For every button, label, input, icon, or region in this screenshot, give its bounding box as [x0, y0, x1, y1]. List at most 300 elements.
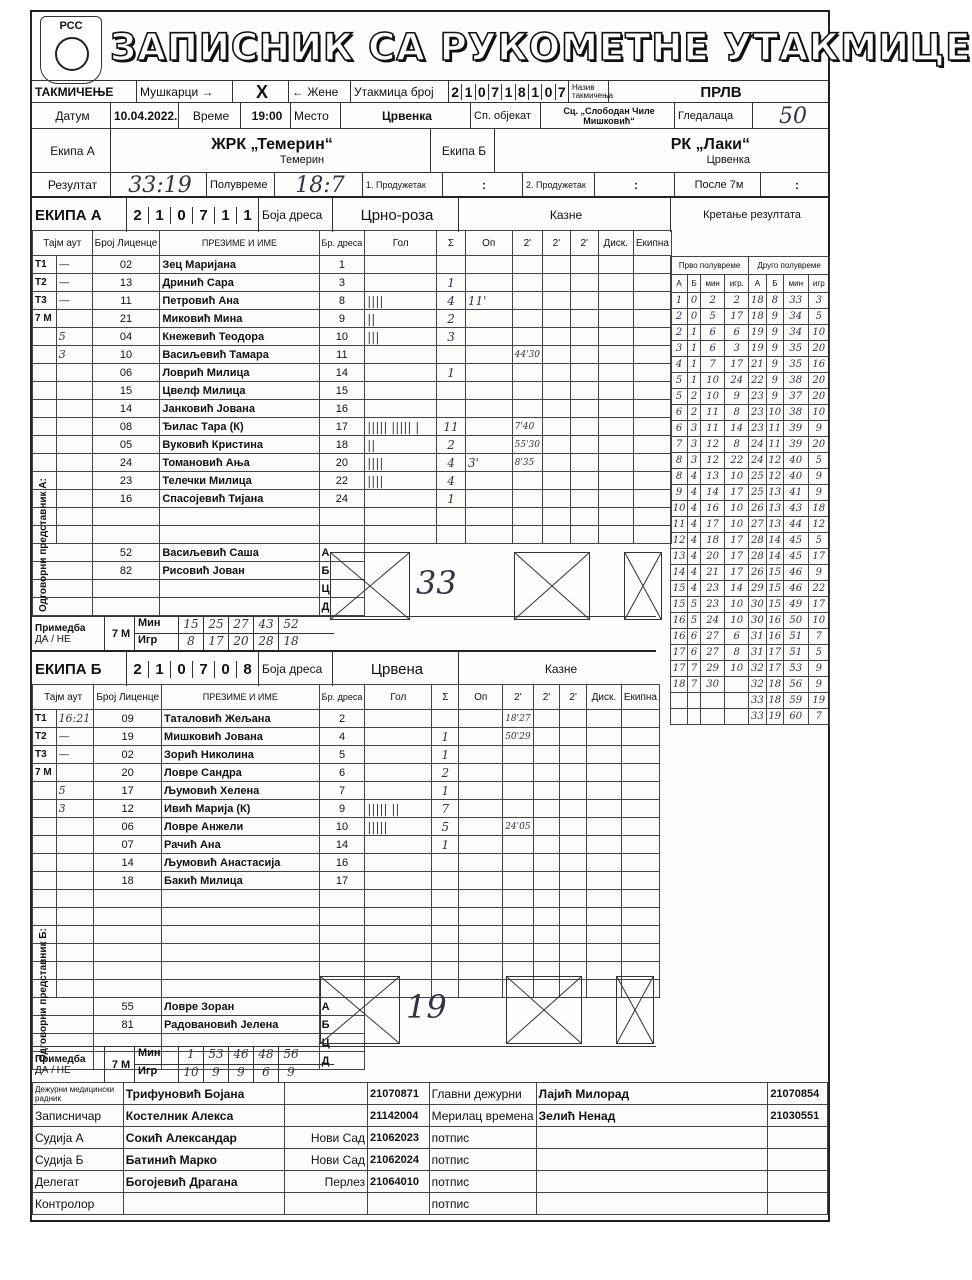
table-row: [33, 836, 660, 854]
progress-cell: 49: [784, 597, 809, 613]
player-penalty-1: 7'40: [512, 418, 542, 436]
progress-cell: 15: [766, 597, 783, 613]
progress-row: [671, 309, 830, 325]
player-goal-sum: 1: [432, 836, 459, 854]
player-penalty-1: [512, 256, 542, 274]
timeout-slot: [33, 436, 57, 454]
player-name: Ивић Марија (К): [162, 800, 320, 818]
official-name: Радовановић Јелена: [162, 1016, 320, 1034]
progress-cell: 20: [808, 373, 829, 389]
footer-role-name: [536, 1149, 768, 1171]
penalty-cell: [587, 782, 622, 800]
penalty-cell: [560, 890, 587, 908]
progress-cell: 4: [688, 549, 701, 565]
team-a-dress-label: Боја дреса: [258, 198, 332, 232]
timeout-slot: T3: [33, 292, 57, 310]
progress-cell: 40: [784, 469, 809, 485]
team-a-yes-no[interactable]: ДА / НЕ: [35, 634, 71, 645]
player-licence: 24: [92, 454, 160, 472]
penalty-cell: [543, 274, 571, 292]
penalty-cell: [587, 836, 622, 854]
team-b-yes-no[interactable]: ДА / НЕ: [35, 1065, 71, 1076]
table-row: [33, 818, 660, 836]
footer-licence: 21064010: [368, 1171, 430, 1193]
footer-licence: 21070871: [368, 1083, 430, 1105]
player-licence: 06: [94, 818, 162, 836]
player-name: Зорић Николина: [162, 746, 320, 764]
ot1-value: :: [442, 173, 522, 197]
player-goal-sum: [437, 346, 466, 364]
progress-row: [671, 357, 830, 373]
player-penalty-1: 24'05: [503, 818, 533, 836]
footer-label: Судија Б: [33, 1149, 124, 1171]
progress-row: [671, 645, 830, 661]
team-code-digit: 2: [133, 206, 142, 224]
team-code-digit: 1: [214, 207, 236, 224]
progress-cell: 10: [725, 469, 749, 485]
progress-cell: 10: [766, 405, 783, 421]
player-penalty-1: [512, 526, 542, 544]
progress-cell: 9: [766, 341, 783, 357]
after7-label: После 7м: [674, 173, 760, 197]
column-header: Бр. дреса: [319, 231, 365, 256]
penalty-cell: [570, 256, 598, 274]
timeout-value: [56, 872, 94, 890]
sevenm-min-value: 53: [203, 1047, 228, 1064]
footer-row: [33, 1149, 828, 1171]
player-goal-tally: [365, 382, 437, 400]
player-warning: [459, 836, 503, 854]
player-name: [160, 526, 319, 544]
player-warning: [459, 944, 503, 962]
player-goal-tally: [365, 890, 432, 908]
penalty-cell: [633, 418, 671, 436]
official-licence: 81: [94, 1016, 162, 1034]
penalty-cell: [560, 854, 587, 872]
player-penalty-1: 50'29: [503, 728, 533, 746]
timeout-value: [56, 980, 94, 998]
player-licence: 12: [94, 800, 162, 818]
progress-cell: 6: [701, 341, 725, 357]
sevenm-igr-label: Игр: [138, 1065, 158, 1077]
footer-role-name: [536, 1193, 768, 1215]
footer-role-licence: 21030551: [768, 1105, 828, 1127]
timeout-slot: [33, 854, 57, 872]
column-header: Екипна: [621, 685, 659, 710]
player-goal-tally: [365, 746, 432, 764]
penalty-cell: [587, 728, 622, 746]
penalty-cell: [587, 908, 622, 926]
progress-cell: 13: [671, 549, 688, 565]
penalty-cell: [560, 800, 587, 818]
men-option[interactable]: [136, 81, 232, 103]
footer-label: Делегат: [33, 1171, 124, 1193]
date-value: 10.04.2022.: [110, 103, 178, 129]
column-header: Гол: [365, 231, 437, 256]
timeout-slot: [33, 382, 57, 400]
penalty-cell: [543, 310, 571, 328]
timeout-slot: [33, 364, 57, 382]
penalty-cell: [633, 310, 671, 328]
official-role: Ц: [319, 1034, 365, 1052]
footer-role: Мерилац времена: [429, 1105, 536, 1127]
player-warning: [465, 328, 512, 346]
spectators-label: Гледалаца: [674, 103, 752, 129]
progress-cell: 5: [808, 309, 829, 325]
table-row: [33, 710, 660, 728]
progress-col: игр.: [725, 275, 749, 293]
player-goal-tally: [365, 710, 432, 728]
player-warning: [465, 256, 512, 274]
player-goal-tally: [365, 728, 432, 746]
result-row: [32, 172, 828, 197]
match-no-digit: 1: [461, 84, 474, 100]
official-licence: [92, 580, 160, 598]
sevenm-min-value: 56: [278, 1047, 303, 1064]
table-row: [33, 490, 672, 508]
penalty-cell: [570, 454, 598, 472]
progress-cell: 9: [766, 309, 783, 325]
penalty-cell: [533, 872, 560, 890]
timeout-value: 16:21: [56, 710, 94, 728]
player-licence: [92, 508, 160, 526]
player-licence: 18: [94, 872, 162, 890]
penalty-cell: [533, 728, 560, 746]
penalty-cell: [560, 728, 587, 746]
player-penalty-1: [512, 274, 542, 292]
penalty-cell: [598, 526, 633, 544]
player-licence: 16: [92, 490, 160, 508]
sevenm-min-row: [135, 617, 334, 634]
progress-cell: 25: [749, 469, 766, 485]
player-jersey: [319, 944, 365, 962]
progress-cell: 32: [749, 677, 766, 693]
progress-cell: 13: [701, 469, 725, 485]
progress-cell: [688, 693, 701, 709]
penalty-cell: [570, 292, 598, 310]
progress-cell: 44: [784, 517, 809, 533]
team-b-name: РК „Лаки“: [670, 136, 750, 153]
penalty-cell: [543, 400, 571, 418]
progress-cell: [725, 677, 749, 693]
player-goal-tally: [365, 926, 432, 944]
progress-cell: 3: [725, 341, 749, 357]
timeout-value: [56, 818, 94, 836]
progress-row: [671, 389, 830, 405]
team-code-digit: 0: [170, 661, 192, 678]
player-penalty-1: 8'35: [512, 454, 542, 472]
progress-cell: 24: [749, 437, 766, 453]
column-header: Диск.: [598, 231, 633, 256]
progress-cell: 39: [784, 421, 809, 437]
progress-cell: 2: [725, 293, 749, 309]
column-header: 2': [543, 231, 571, 256]
official-licence: [92, 598, 160, 616]
footer-role-name: Лајић Милорад: [536, 1083, 768, 1105]
progress-cell: 3: [688, 421, 701, 437]
progress-cell: 19: [749, 325, 766, 341]
player-licence: 11: [92, 292, 160, 310]
progress-cell: 14: [766, 533, 783, 549]
player-licence: 15: [92, 382, 160, 400]
player-name: Зец Маријана: [160, 256, 319, 274]
progress-cell: 17: [808, 597, 829, 613]
player-jersey: [319, 890, 365, 908]
progress-cell: 7: [808, 709, 829, 725]
timeout-slot: 7 M: [33, 764, 57, 782]
timeout-slot: T2: [33, 728, 57, 746]
player-penalty-1: [503, 926, 533, 944]
timeout-value: —: [56, 256, 92, 274]
progress-row: [671, 437, 830, 453]
player-name: [162, 890, 320, 908]
sevenm-min-value: 48: [253, 1047, 278, 1064]
team-code-digit: 0: [170, 207, 192, 224]
timeout-value: [56, 472, 92, 490]
player-goal-sum: [432, 710, 459, 728]
progress-cell: 17: [766, 645, 783, 661]
penalty-cell: [570, 436, 598, 454]
category-mark[interactable]: X: [232, 81, 288, 103]
team-b-section-label: ЕКИПА Б: [35, 660, 102, 678]
progress-cell: 26: [749, 565, 766, 581]
footer-label: Записничар: [33, 1105, 124, 1127]
team-b-label: Екипа Б: [430, 129, 494, 173]
team-b-7m: 7 М: [104, 1047, 134, 1083]
progress-cell: 20: [808, 437, 829, 453]
progress-col: мин: [784, 275, 809, 293]
penalty-cell: [633, 400, 671, 418]
venue-label: Сп. објекат: [470, 103, 540, 129]
progress-cell: 16: [701, 501, 725, 517]
match-no-digit: 1: [501, 84, 514, 100]
player-licence: 05: [92, 436, 160, 454]
player-goal-sum: 11: [437, 418, 466, 436]
sevenm-igr-value: 10: [178, 1065, 203, 1082]
progress-cell: 35: [784, 357, 809, 373]
player-penalty-1: [512, 400, 542, 418]
progress-cell: 9: [766, 325, 783, 341]
penalty-cell: [598, 346, 633, 364]
penalty-cell: [560, 746, 587, 764]
progress-cell: 7: [808, 629, 829, 645]
player-licence: 06: [92, 364, 160, 382]
team-a-penalties-label: Казне: [458, 198, 670, 232]
penalty-cell: [633, 364, 671, 382]
player-penalty-1: [503, 890, 533, 908]
time-value: 19:00: [240, 103, 290, 129]
progress-cell: 51: [784, 629, 809, 645]
timeout-value: [56, 962, 94, 980]
timeout-value: —: [56, 728, 94, 746]
footer-role: потпис: [429, 1127, 536, 1149]
footer-name: Сокић Александар: [123, 1127, 285, 1149]
progress-cell: 5: [808, 453, 829, 469]
progress-cell: 45: [784, 549, 809, 565]
penalty-cell: [533, 764, 560, 782]
penalty-cell: [543, 508, 571, 526]
progress-cell: [671, 709, 688, 725]
federation-logo: [40, 16, 102, 84]
progress-cell: 34: [784, 325, 809, 341]
penalty-cell: [533, 800, 560, 818]
team-a-goal-cross: [330, 552, 410, 620]
penalty-cell: [598, 454, 633, 472]
match-no-digit: 1: [528, 84, 541, 100]
penalty-cell: [621, 782, 659, 800]
player-jersey: 15: [319, 382, 365, 400]
progress-cell: 29: [701, 661, 725, 677]
progress-cell: 12: [671, 533, 688, 549]
progress-row: [671, 693, 830, 709]
footer-city: [285, 1105, 368, 1127]
progress-cell: [688, 709, 701, 725]
progress-cell: 30: [749, 597, 766, 613]
table-row: [33, 472, 672, 490]
logo-text: РСС: [59, 20, 83, 32]
match-record-sheet: [30, 10, 972, 1222]
progress-cell: 0: [688, 309, 701, 325]
progress-row: [671, 629, 830, 645]
player-licence: 20: [94, 764, 162, 782]
timeout-slot: [33, 454, 57, 472]
player-name: Ловрић Милица: [160, 364, 319, 382]
penalty-cell: [533, 836, 560, 854]
table-row: [33, 526, 672, 544]
timeout-value: [56, 454, 92, 472]
footer-name: [123, 1193, 285, 1215]
progress-cell: 50: [784, 613, 809, 629]
match-no-digit: 2: [451, 84, 460, 100]
progress-cell: 20: [701, 549, 725, 565]
player-name: [162, 980, 320, 998]
player-licence: [94, 890, 162, 908]
progress-cell: 13: [766, 517, 783, 533]
player-goal-sum: [437, 508, 466, 526]
penalty-cell: [570, 346, 598, 364]
penalty-cell: [543, 436, 571, 454]
table-header-row: [33, 231, 672, 256]
venue-value: Сц. „Слободан Чиле Мишковић“: [540, 103, 674, 129]
column-header: Тајм аут: [33, 685, 94, 710]
player-warning: [459, 926, 503, 944]
team-code-digit: 1: [236, 207, 258, 224]
team-a-7m-grid: [134, 617, 334, 651]
table-row: [33, 854, 660, 872]
progress-row: [671, 293, 830, 309]
table-row: [33, 382, 672, 400]
player-goal-sum: [432, 908, 459, 926]
player-jersey: 9: [319, 310, 365, 328]
progress-cell: 9: [766, 389, 783, 405]
first-half-label: Прво полувреме: [671, 257, 749, 275]
progress-cell: 18: [671, 677, 688, 693]
official-licence: 55: [94, 998, 162, 1016]
penalty-cell: [543, 526, 571, 544]
progress-cell: 4: [671, 357, 688, 373]
player-penalty-1: [512, 310, 542, 328]
footer-city: Нови Сад: [285, 1149, 368, 1171]
progress-cell: 10: [725, 517, 749, 533]
player-jersey: 10: [319, 818, 365, 836]
ot2-label: 2. Продужетак: [522, 173, 594, 197]
penalty-cell: [587, 890, 622, 908]
official-name: Рисовић Јован: [160, 562, 319, 580]
progress-cell: 26: [749, 501, 766, 517]
progress-cell: 14: [701, 485, 725, 501]
officials-footer-table: [32, 1082, 828, 1215]
player-goal-sum: 4: [437, 472, 466, 490]
player-jersey: 8: [319, 292, 365, 310]
progress-cell: 18: [749, 309, 766, 325]
penalty-cell: [633, 328, 671, 346]
progress-cell: 24: [749, 453, 766, 469]
progress-cell: 35: [784, 341, 809, 357]
team-b-rep-label: Одговорни представник Б:: [38, 928, 49, 1062]
penalty-cell: [621, 818, 659, 836]
progress-cell: 13: [766, 501, 783, 517]
team-b-disq-cross: [616, 976, 654, 1044]
penalty-cell: [633, 256, 671, 274]
player-penalty-1: [503, 800, 533, 818]
player-warning: [459, 854, 503, 872]
table-row: [33, 274, 672, 292]
progress-cell: 14: [725, 581, 749, 597]
player-goal-tally: [365, 764, 432, 782]
player-name: Таталовић Жељана: [162, 710, 320, 728]
player-penalty-1: [503, 944, 533, 962]
player-goal-sum: 1: [437, 490, 466, 508]
progress-cell: 27: [701, 629, 725, 645]
progress-row: [671, 517, 830, 533]
team-b-city: Црвенка: [706, 154, 750, 166]
player-warning: [459, 782, 503, 800]
progress-cell: 15: [671, 597, 688, 613]
progress-cell: 60: [784, 709, 809, 725]
ball-icon: [55, 37, 89, 71]
player-goal-sum: 3: [437, 328, 466, 346]
player-warning: [465, 418, 512, 436]
progress-cell: 12: [701, 437, 725, 453]
player-name: Љумовић Хелена: [162, 782, 320, 800]
progress-cell: 53: [784, 661, 809, 677]
timeout-slot: [33, 872, 57, 890]
progress-cell: 6: [725, 325, 749, 341]
player-licence: 02: [92, 256, 160, 274]
player-name: Петровић Ана: [160, 292, 319, 310]
player-jersey: 14: [319, 364, 365, 382]
player-name: Томановић Ања: [160, 454, 319, 472]
player-licence: 08: [92, 418, 160, 436]
progress-cell: 23: [701, 581, 725, 597]
progress-cell: 18: [766, 677, 783, 693]
player-warning: [459, 908, 503, 926]
timeout-value: [56, 836, 94, 854]
progress-cell: 15: [671, 581, 688, 597]
player-goal-tally: [365, 490, 437, 508]
player-name: Телечки Милица: [160, 472, 319, 490]
penalty-cell: [598, 418, 633, 436]
timeout-value: 3: [56, 800, 94, 818]
penalty-cell: [543, 418, 571, 436]
progress-cell: 5: [701, 309, 725, 325]
player-goal-tally: ||||: [365, 454, 437, 472]
progress-row: [671, 549, 830, 565]
sevenm-min-value: 43: [253, 617, 278, 633]
progress-cell: 18: [808, 501, 829, 517]
progress-cell: 10: [808, 613, 829, 629]
progress-cell: 51: [784, 645, 809, 661]
